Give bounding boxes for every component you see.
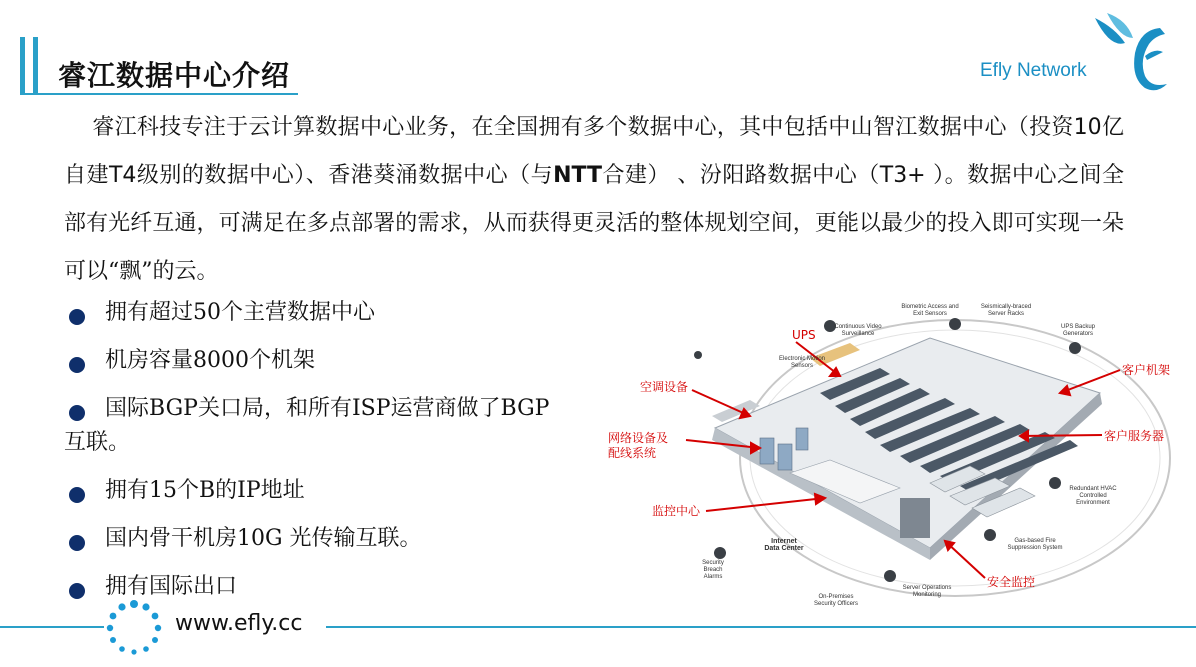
callout-security: 安全监控	[987, 575, 1036, 589]
label-biometric: Biometric Access and Exit Sensors	[901, 304, 959, 317]
bullet-icon	[69, 309, 85, 325]
callout-monitor-center: 监控中心	[652, 504, 701, 518]
callout-customer-racks: 客户机架	[1122, 363, 1171, 377]
label-video: Continuous Video Surveillance	[834, 324, 882, 337]
callout-aircon: 空调设备	[640, 380, 689, 394]
label-seismic: Seismically-braced Server Racks	[980, 304, 1032, 317]
label-ups-backup: UPS Backup Generators	[1060, 324, 1096, 337]
label-fire: Gas-based Fire Suppression System	[1007, 538, 1063, 551]
bullet-icon	[69, 487, 85, 503]
list-item: 拥有15个B的IP地址	[64, 474, 564, 522]
label-operations: Server Operations Monitoring	[902, 585, 952, 598]
label-officers: On-Premises Security Officers	[814, 594, 858, 607]
title-accent-bar	[33, 37, 38, 95]
list-item: 拥有国际出口	[64, 570, 564, 610]
callout-ups: UPS	[792, 328, 816, 342]
label-hvac: Redundant HVAC Controlled Environment	[1069, 486, 1117, 506]
brand-name: Efly Network	[980, 60, 1087, 81]
data-center-illustration	[600, 298, 1190, 613]
efly-logo-icon	[1085, 8, 1175, 98]
list-item: 国际BGP关口局，和所有ISP运营商做了BGP互联。	[64, 396, 550, 455]
bullet-icon	[69, 535, 85, 551]
footer-url[interactable]: www.efly.cc	[175, 611, 303, 636]
footer-divider	[326, 626, 1196, 628]
bullet-icon	[69, 583, 85, 599]
feature-list	[64, 296, 564, 610]
bullet-icon	[69, 357, 85, 373]
title-accent-bar	[20, 37, 25, 95]
footer-divider	[0, 626, 104, 628]
page-title: 睿江数据中心介绍	[58, 59, 291, 92]
list-item: 拥有超过50个主营数据中心	[64, 296, 564, 344]
data-center-diagram	[600, 298, 1190, 613]
label-motion: Electronic Motion Sensors	[778, 356, 826, 369]
label-internet: Internet Data Center	[764, 538, 804, 552]
intro-paragraph: 睿江科技专注于云计算数据中心业务，在全国拥有多个数据中心，其中包括中山智江数据中心（投资10亿自建T4级别的数据中心）、香港葵涌数据中心（与NTT合建） 、汾阳路数据中心（T3+ ）。数据中心之间全部有光纤互通，可满足在多点部署的需求，从而获得更灵活的整体规划空间，更能以最少的投入即可实现一朵可以“飘”的云。	[64, 115, 1124, 284]
dotted-circle-icon	[106, 600, 162, 656]
label-breach: Security Breach Alarms	[702, 560, 724, 580]
callout-network: 网络设备及 配线系统	[608, 431, 669, 460]
list-item: 机房容量8000个机架	[64, 344, 564, 392]
callout-customer-servers: 客户服务器	[1104, 429, 1165, 443]
list-item: 国内骨干机房10G 光传输互联。	[64, 522, 564, 570]
bullet-icon	[69, 405, 85, 421]
